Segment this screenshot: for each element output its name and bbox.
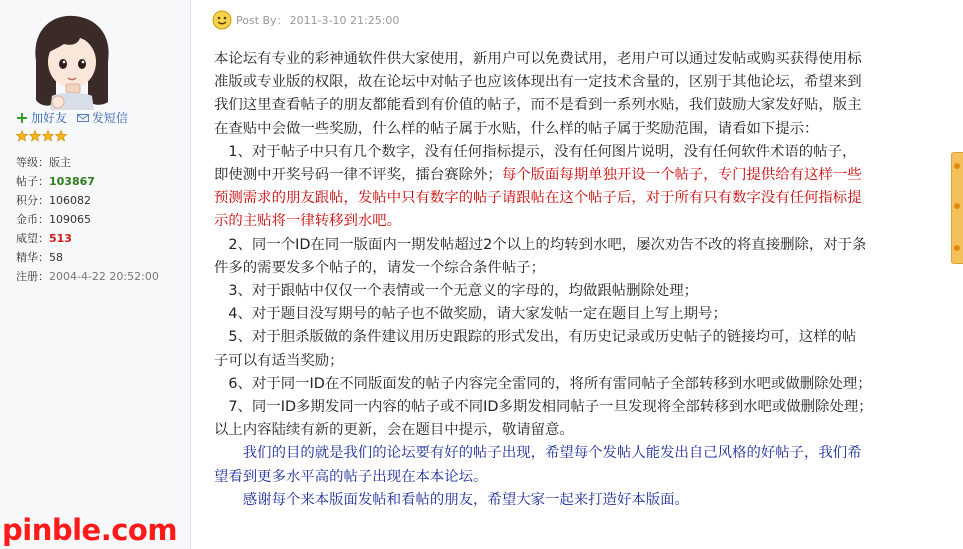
stat-value: 109065 <box>49 213 91 226</box>
star-icon <box>16 130 28 142</box>
post-text: 以上内容陆续有新的更新，会在题目中提示，敬请留意。 <box>214 422 574 439</box>
post-line <box>214 210 936 233</box>
stat-key: 注册： <box>16 270 49 283</box>
post-line <box>214 94 936 117</box>
post-text: 准版或专业版的权限，故在论坛中对帖子也应该体现出有一定技术含量的，区别于其他论坛，希望来到 <box>214 74 862 91</box>
post-line <box>214 280 936 303</box>
post-text: 3、对于跟帖中仅仅一个表情或一个无意义的字母的，均做跟帖删除处理； <box>214 283 699 300</box>
post-text: 示的主贴将一律转移到水吧。 <box>214 213 402 230</box>
envelope-icon <box>77 112 89 124</box>
author-stats <box>16 153 159 286</box>
post-text: 子可以有适当奖励； <box>214 352 344 369</box>
author-actions <box>16 109 134 127</box>
post-header <box>212 9 399 31</box>
stat-row <box>16 153 159 172</box>
author-sidebar <box>0 0 191 549</box>
stat-key: 积分： <box>16 194 49 207</box>
send-message-label: 发短信 <box>91 111 128 125</box>
post-line <box>214 48 936 71</box>
stat-row <box>16 267 159 286</box>
stat-key: 精华： <box>16 251 49 264</box>
post-line <box>214 350 936 373</box>
post-by-label: Post By： <box>236 14 288 27</box>
post-line <box>214 234 936 257</box>
post-line <box>214 71 936 94</box>
stat-value: 106082 <box>49 194 91 207</box>
post-line <box>214 118 936 141</box>
avatar-image <box>22 10 122 110</box>
post-line <box>214 326 936 349</box>
post-line <box>214 442 936 465</box>
rank-stars <box>16 130 67 142</box>
side-float-tab[interactable] <box>951 152 963 264</box>
send-message-button[interactable] <box>77 109 128 126</box>
stat-value: 2004-4-22 20:52:00 <box>49 270 159 283</box>
post-line <box>214 419 936 442</box>
stat-key: 帖子： <box>16 175 49 188</box>
tab-dot <box>954 245 960 251</box>
tab-dot <box>954 163 960 169</box>
post-line <box>214 141 936 164</box>
post-text: 我们这里查看帖子的朋友都能看到有价值的帖子，而不是看到一系列水贴，我们鼓励大家发好贴，版主 <box>214 97 862 114</box>
stat-value: 513 <box>49 232 72 245</box>
post-text: 我们的目的就是我们的论坛要有好的帖子出现，希望每个发帖人能发出自己风格的好帖子，我们希 <box>214 445 862 462</box>
star-icon <box>29 130 41 142</box>
post-line <box>214 303 936 326</box>
stat-value: 58 <box>49 251 63 264</box>
stat-row <box>16 210 159 229</box>
post-line <box>214 489 936 512</box>
avatar[interactable] <box>22 10 122 110</box>
post-text: 感谢每个来本版面发帖和看帖的朋友，希望大家一起来打造好本版面。 <box>214 491 689 508</box>
post-text: 每个版面每期单独开设一个帖子，专门提供给有这样一些 <box>501 167 862 184</box>
stat-row <box>16 229 159 248</box>
post-text: 6、对于同一ID在不同版面发的帖子内容完全雷同的，将所有雷同帖子全部转移到水吧或做删除处理； <box>214 375 872 392</box>
post-line <box>214 396 936 419</box>
post-text: 2、同一个ID在同一版面内一期发帖超过2个以上的均转到水吧，屡次劝告不改的将直接删除，对于条 <box>214 236 867 253</box>
post-text: 5、对于胆杀版做的条件建议用历史跟踪的形式发出，有历史记录或历史帖子的链接均可，这样的帖 <box>214 329 857 346</box>
add-friend-label: 加好友 <box>31 111 68 125</box>
stat-key: 金币： <box>16 213 49 226</box>
post-text: 7、同一ID多期发同一内容的帖子或不同ID多期发相同帖子一旦发现将全部转移到水吧或做删除处理； <box>214 399 873 416</box>
stat-row <box>16 191 159 210</box>
post-text: 本论坛有专业的彩神通软件供大家使用，新用户可以免费试用，老用户可以通过发帖或购买获得使用标 <box>214 51 862 67</box>
stat-value: 版主 <box>49 156 71 169</box>
post-line <box>214 257 936 280</box>
post-text: 望看到更多水平高的帖子出现在本本论坛。 <box>214 468 488 485</box>
post-text: 预测需求的朋友跟帖，发帖中只有数字的帖子请跟帖在这个帖子后，对于所有只有数字没有任何指标提 <box>214 190 862 207</box>
post-text: 1、对于帖子中只有几个数字，没有任何指标提示，没有任何图片说明，没有任何软件术语的帖子， <box>214 143 857 160</box>
post-line <box>214 466 936 489</box>
post-text: 4、对于题目没写期号的帖子也不做奖励，请大家发帖一定在题目上写上期号； <box>214 306 727 323</box>
add-friend-icon <box>16 112 28 124</box>
post-line <box>214 187 936 210</box>
post-text: 件多的需要发多个帖子的，请发一个综合条件帖子； <box>214 259 545 276</box>
post-line <box>214 373 936 396</box>
stat-row <box>16 248 159 267</box>
post-text: 在查贴中会做一些奖励，什么样的帖子属于水贴，什么样的帖子属于奖励范围，请看如下提示： <box>214 120 819 137</box>
star-icon <box>55 130 67 142</box>
post-time: 2011-3-10 21:25:00 <box>289 13 400 27</box>
stat-row <box>16 172 159 191</box>
post-body <box>214 48 936 512</box>
stat-key: 威望： <box>16 232 49 245</box>
stat-key: 等级： <box>16 156 49 169</box>
watermark: pinble.com <box>2 513 178 547</box>
smiley-icon <box>212 10 232 30</box>
add-friend-button[interactable] <box>16 109 67 126</box>
post-text: 即使测中开奖号码一律不评奖，擂台赛除外； <box>214 167 502 184</box>
stat-value: 103867 <box>49 175 95 188</box>
post-line <box>214 164 936 187</box>
post-main <box>192 0 963 549</box>
tab-dot <box>954 203 960 209</box>
star-icon <box>42 130 54 142</box>
